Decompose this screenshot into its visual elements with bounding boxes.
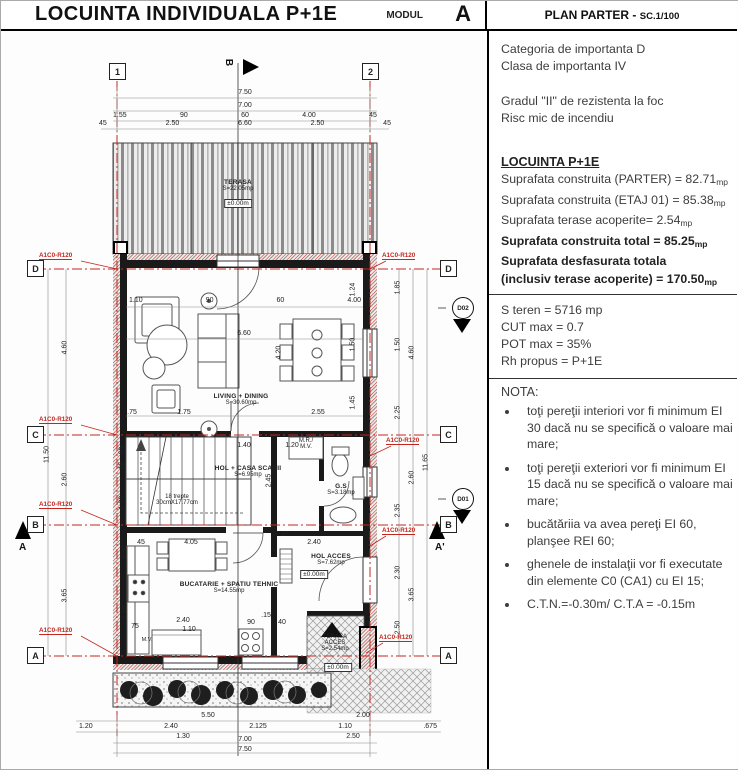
importance-category: Categoria de importanta D xyxy=(501,42,646,56)
unit-mp: mp xyxy=(716,177,729,187)
grid-bubble-C-left: C xyxy=(27,426,44,443)
nota-item: • bucătăriia va avea pereţi EI 60, planşee REI 60; xyxy=(519,516,737,549)
surface-terase-text: Suprafata terase acoperite= 2.54 xyxy=(501,213,681,227)
plan-scale: SC.1/100 xyxy=(639,11,680,22)
dim-gs-height: 2.45 xyxy=(265,473,273,488)
surface-etaj xyxy=(489,192,737,213)
room-label-hol-acces xyxy=(311,553,351,566)
grid-bubble-D-right: D xyxy=(440,260,457,277)
drawing-title: LOCUINTA INDIVIDUALA P+1E xyxy=(35,3,338,25)
dim-kitchen-b3: 90 xyxy=(247,619,255,626)
room-name: HOL ACCES xyxy=(311,553,351,560)
panel-divider-2 xyxy=(489,378,737,379)
dim-label: 2.125 xyxy=(249,723,267,730)
washer-label: M.V. xyxy=(141,637,153,643)
dim-label: 2.50 xyxy=(310,120,325,127)
dim-label: .675 xyxy=(423,723,437,730)
dim-hol-left-1: 60 xyxy=(118,446,126,455)
dim-left-1: 4.60 xyxy=(61,340,69,355)
section-letter-a-prime: A' xyxy=(435,542,445,553)
room-name: TERASA xyxy=(224,179,252,186)
fire-rating-label: A1C0-R120 xyxy=(39,501,73,508)
info-panel xyxy=(487,31,737,769)
room-label-terasa-acces xyxy=(321,634,349,652)
dim-label: 1.10 xyxy=(129,297,143,304)
mr-line1: M.R./ xyxy=(298,438,314,444)
surface-terase xyxy=(489,212,737,233)
section-letter-b: B xyxy=(223,58,235,67)
room-name: BUCATARIE + SPATIU TEHNIC xyxy=(179,581,279,588)
title-bar-left xyxy=(1,1,487,29)
room-label-terasa xyxy=(223,179,254,192)
grid-bubble-D-left: D xyxy=(27,260,44,277)
dim-label: 1.55 xyxy=(113,112,127,119)
dim-right-in-3: 1.45 xyxy=(349,395,357,410)
nota-item: • toţi pereţii interiori vor fi minimum EI 30 dacă nu se specifică o valoare mai mare; xyxy=(519,403,737,453)
unit-mp: mp xyxy=(694,238,708,249)
dim-kitchen-l1: 1.00 xyxy=(121,544,129,559)
room-area: S=22.05mp xyxy=(222,186,254,192)
dim-label: 1.20 xyxy=(79,723,93,730)
room-area: S=30.60mp xyxy=(225,400,257,406)
dim-kitchen-1: 4.05 xyxy=(184,539,198,546)
fire-rating-label: A1C0-R120 xyxy=(39,252,73,259)
dim-right-in-2: 1.50 xyxy=(349,337,357,352)
stairs-note xyxy=(156,494,198,506)
dim-row-bottom2 xyxy=(79,723,437,730)
surface-desfasurata: Suprafata desfasurata totala xyxy=(501,254,667,268)
dim-label: 4.00 xyxy=(302,112,316,119)
title-bar-right xyxy=(487,1,737,29)
dim-label: 6.60 xyxy=(238,120,252,127)
unit-mp: mp xyxy=(680,218,693,228)
fire-rating-label: A1C0-R120 xyxy=(382,252,416,259)
dim-label: 45 xyxy=(383,120,391,127)
surface-total-text: Suprafata construita total = 85.25 xyxy=(501,233,695,248)
fire-risk: Risc mic de incendiu xyxy=(501,111,614,125)
grid-bubble-C-right: C xyxy=(440,426,457,443)
level-marker-terasa: ±0.00m xyxy=(224,199,252,208)
urban-block xyxy=(489,302,737,370)
fire-rating-label: A1C0-R120 xyxy=(39,416,73,423)
dim-right1-6: 2.50 xyxy=(394,620,402,635)
dim-right2-3: 3.65 xyxy=(408,587,416,602)
dim-living-b3: 2.55 xyxy=(311,409,325,416)
nota-block xyxy=(489,383,737,620)
grid-bubble-2: 2 xyxy=(362,63,379,80)
dim-label: 2.40 xyxy=(164,723,178,730)
surface-parter xyxy=(489,171,737,192)
surface-desfasurata-text: (inclusiv terase acoperite) = 170.50 xyxy=(501,271,705,286)
grid-bubble-A-right: A xyxy=(440,647,457,664)
detail-bubble-d01: D01 xyxy=(452,488,474,510)
dim-label: 90 xyxy=(179,112,188,119)
urban-steren: S teren = 5716 mp xyxy=(501,303,603,317)
dim-hol-1: 1.40 xyxy=(237,442,251,449)
level-marker-hol-acces: ±0.00m xyxy=(300,570,328,579)
grid-bubble-B-right: B xyxy=(440,516,457,533)
surface-etaj-text: Suprafata construita (ETAJ 01) = 85.38 xyxy=(501,192,714,207)
modul-label: MODUL xyxy=(386,10,423,21)
dim-right1-2: 1.50 xyxy=(394,337,402,352)
dim-kitchen-l4: 75 xyxy=(131,623,139,630)
modul-value: A xyxy=(455,1,471,26)
fire-grade: Gradul "II" de rezistenta la foc xyxy=(501,94,664,108)
surface-parter-text: Suprafata construita (PARTER) = 82.71 xyxy=(501,172,717,186)
importance-class: Clasa de importanta IV xyxy=(501,59,627,73)
dim-kitchen-b5: 40 xyxy=(278,619,286,626)
surface-block xyxy=(489,153,737,291)
dim-top-total: 7.50 xyxy=(238,89,252,96)
dim-hol-left-3: 1.20 xyxy=(118,495,126,510)
staircase xyxy=(126,437,251,525)
dim-kitchen-l3: 2.10 xyxy=(121,605,129,620)
unit-mp: mp xyxy=(713,197,726,208)
room-name: HOL + CASA SCARII xyxy=(214,465,282,472)
nota-item: • ghenele de instalaţii vor fi executate din elemente C0 (CA1) cu EI 15; xyxy=(519,556,737,589)
room-area: S=3.18mp xyxy=(327,490,355,496)
dim-living-b2: 1.75 xyxy=(177,409,191,416)
dim-kitchen-l2: 45 xyxy=(137,539,145,546)
dim-left-3: 3.65 xyxy=(61,588,69,603)
dim-left-2: 2.60 xyxy=(61,472,69,487)
urban-rh: Rh propus = P+1E xyxy=(501,354,603,368)
dim-kitchen-b4: .15 xyxy=(261,612,271,619)
dim-label: 60 xyxy=(241,112,249,119)
dim-hol-2: 1.20 xyxy=(285,442,299,449)
dim-bot-total: 7.50 xyxy=(238,746,252,753)
level-marker-walkway: ±0.00m xyxy=(324,663,352,672)
dim-right1-3: 2.25 xyxy=(394,405,402,420)
dim-living-b1: .75 xyxy=(127,409,137,416)
grid-bubble-A-left: A xyxy=(27,647,44,664)
title-bar xyxy=(1,1,737,31)
dim-row-living-top xyxy=(129,297,361,304)
room-label-bucatarie xyxy=(180,581,279,594)
panel-divider-1 xyxy=(489,294,737,295)
dim-right1-4: 2.35 xyxy=(394,503,402,518)
dim-bot-r3a: 1.30 xyxy=(176,733,190,740)
dim-right2-1: 4.60 xyxy=(408,345,416,360)
dim-label: 45 xyxy=(99,120,107,127)
fire-rating-label: A1C0-R120 xyxy=(379,634,413,641)
room-area: S=6.95mp xyxy=(234,472,262,478)
surface-total xyxy=(489,233,737,254)
dim-label: 4.00 xyxy=(347,297,361,304)
room-area: S=2.54mp xyxy=(321,646,349,652)
room-label-living xyxy=(214,393,269,406)
nota-item: • toţi pereţii exteriori vor fi minimum EI 15 dacă nu se specifică o valoare mai mare; xyxy=(519,460,737,510)
dim-living-width: 6.60 xyxy=(237,330,251,337)
dim-label: 60 xyxy=(276,297,285,304)
house-title: LOCUINTA P+1E xyxy=(501,155,600,169)
dim-left-total: 11.50 xyxy=(43,446,51,463)
fire-rating-label: A1C0-R120 xyxy=(386,437,420,444)
room-area: S=14.55mp xyxy=(213,588,245,594)
nota-list xyxy=(489,403,737,613)
mr-line2: M.V. xyxy=(300,444,312,450)
dim-right1-1: 1.85 xyxy=(394,280,402,295)
plan-title xyxy=(545,8,680,22)
room-label-mr xyxy=(299,438,313,450)
dim-label: 90 xyxy=(205,297,214,304)
nota-title: NOTA: xyxy=(501,385,539,399)
surface-desfasurata-2 xyxy=(489,271,737,292)
dim-label: 1.10 xyxy=(338,723,352,730)
stairs-note-line2: 30cmX17.77cm xyxy=(156,500,198,506)
dim-right2-2: 2.60 xyxy=(408,470,416,485)
room-label-gs xyxy=(327,483,355,496)
dim-right1-5: 2.30 xyxy=(394,565,402,580)
detail-bubble-d02: D02 xyxy=(452,297,474,319)
section-letter-a: A xyxy=(19,542,27,553)
dim-bot-r3b: 2.50 xyxy=(346,733,360,740)
stairs-note-line1: 18 trepte xyxy=(165,494,189,500)
dim-row-top4 xyxy=(99,120,391,127)
fire-rating-label: A1C0-R120 xyxy=(382,527,416,534)
importance-block xyxy=(489,41,737,75)
dim-kitchen-3: 2.40 xyxy=(307,539,321,546)
dim-row-top3 xyxy=(113,112,377,119)
room-name: LIVING + DINING xyxy=(213,393,269,400)
dim-right-in-1: 1.24 xyxy=(349,282,357,297)
fire-block xyxy=(489,93,737,127)
dim-kitchen-b2: 1.10 xyxy=(182,626,196,633)
fire-rating-label: A1C0-R120 xyxy=(39,627,73,634)
urban-cut: CUT max = 0.7 xyxy=(501,320,584,334)
dim-hol-left-2: 15 xyxy=(118,461,126,470)
plan-label: PLAN PARTER - xyxy=(544,8,637,22)
dim-label: 2.50 xyxy=(165,120,180,127)
unit-mp: mp xyxy=(704,276,718,287)
nota-item: • C.T.N.=-0.30m/ C.T.A = -0.15m xyxy=(519,596,737,613)
terasa-acces-line2: ACCES xyxy=(324,640,346,646)
dim-kitchen-b1: 2.40 xyxy=(176,617,190,624)
dim-kitchen-2: 15 xyxy=(281,531,289,538)
room-area: S=7.62mp xyxy=(317,560,345,566)
dim-bot-r1a: 5.50 xyxy=(201,712,215,719)
dim-bot-mid: 7.00 xyxy=(238,736,252,743)
dim-right-total: 11.65 xyxy=(422,454,430,471)
dim-living-height: 4.20 xyxy=(275,345,283,360)
terasa-acces-line1: TERASA xyxy=(322,634,347,640)
room-name: G.S xyxy=(335,483,347,490)
dim-bot-r1b: 2.00 xyxy=(356,712,370,719)
urban-pot: POT max = 35% xyxy=(501,337,592,351)
grid-bubble-B-left: B xyxy=(27,516,44,533)
dim-top-sub: 7.00 xyxy=(238,102,252,109)
grid-bubble-1: 1 xyxy=(109,63,126,80)
dim-label: 45 xyxy=(369,112,377,119)
